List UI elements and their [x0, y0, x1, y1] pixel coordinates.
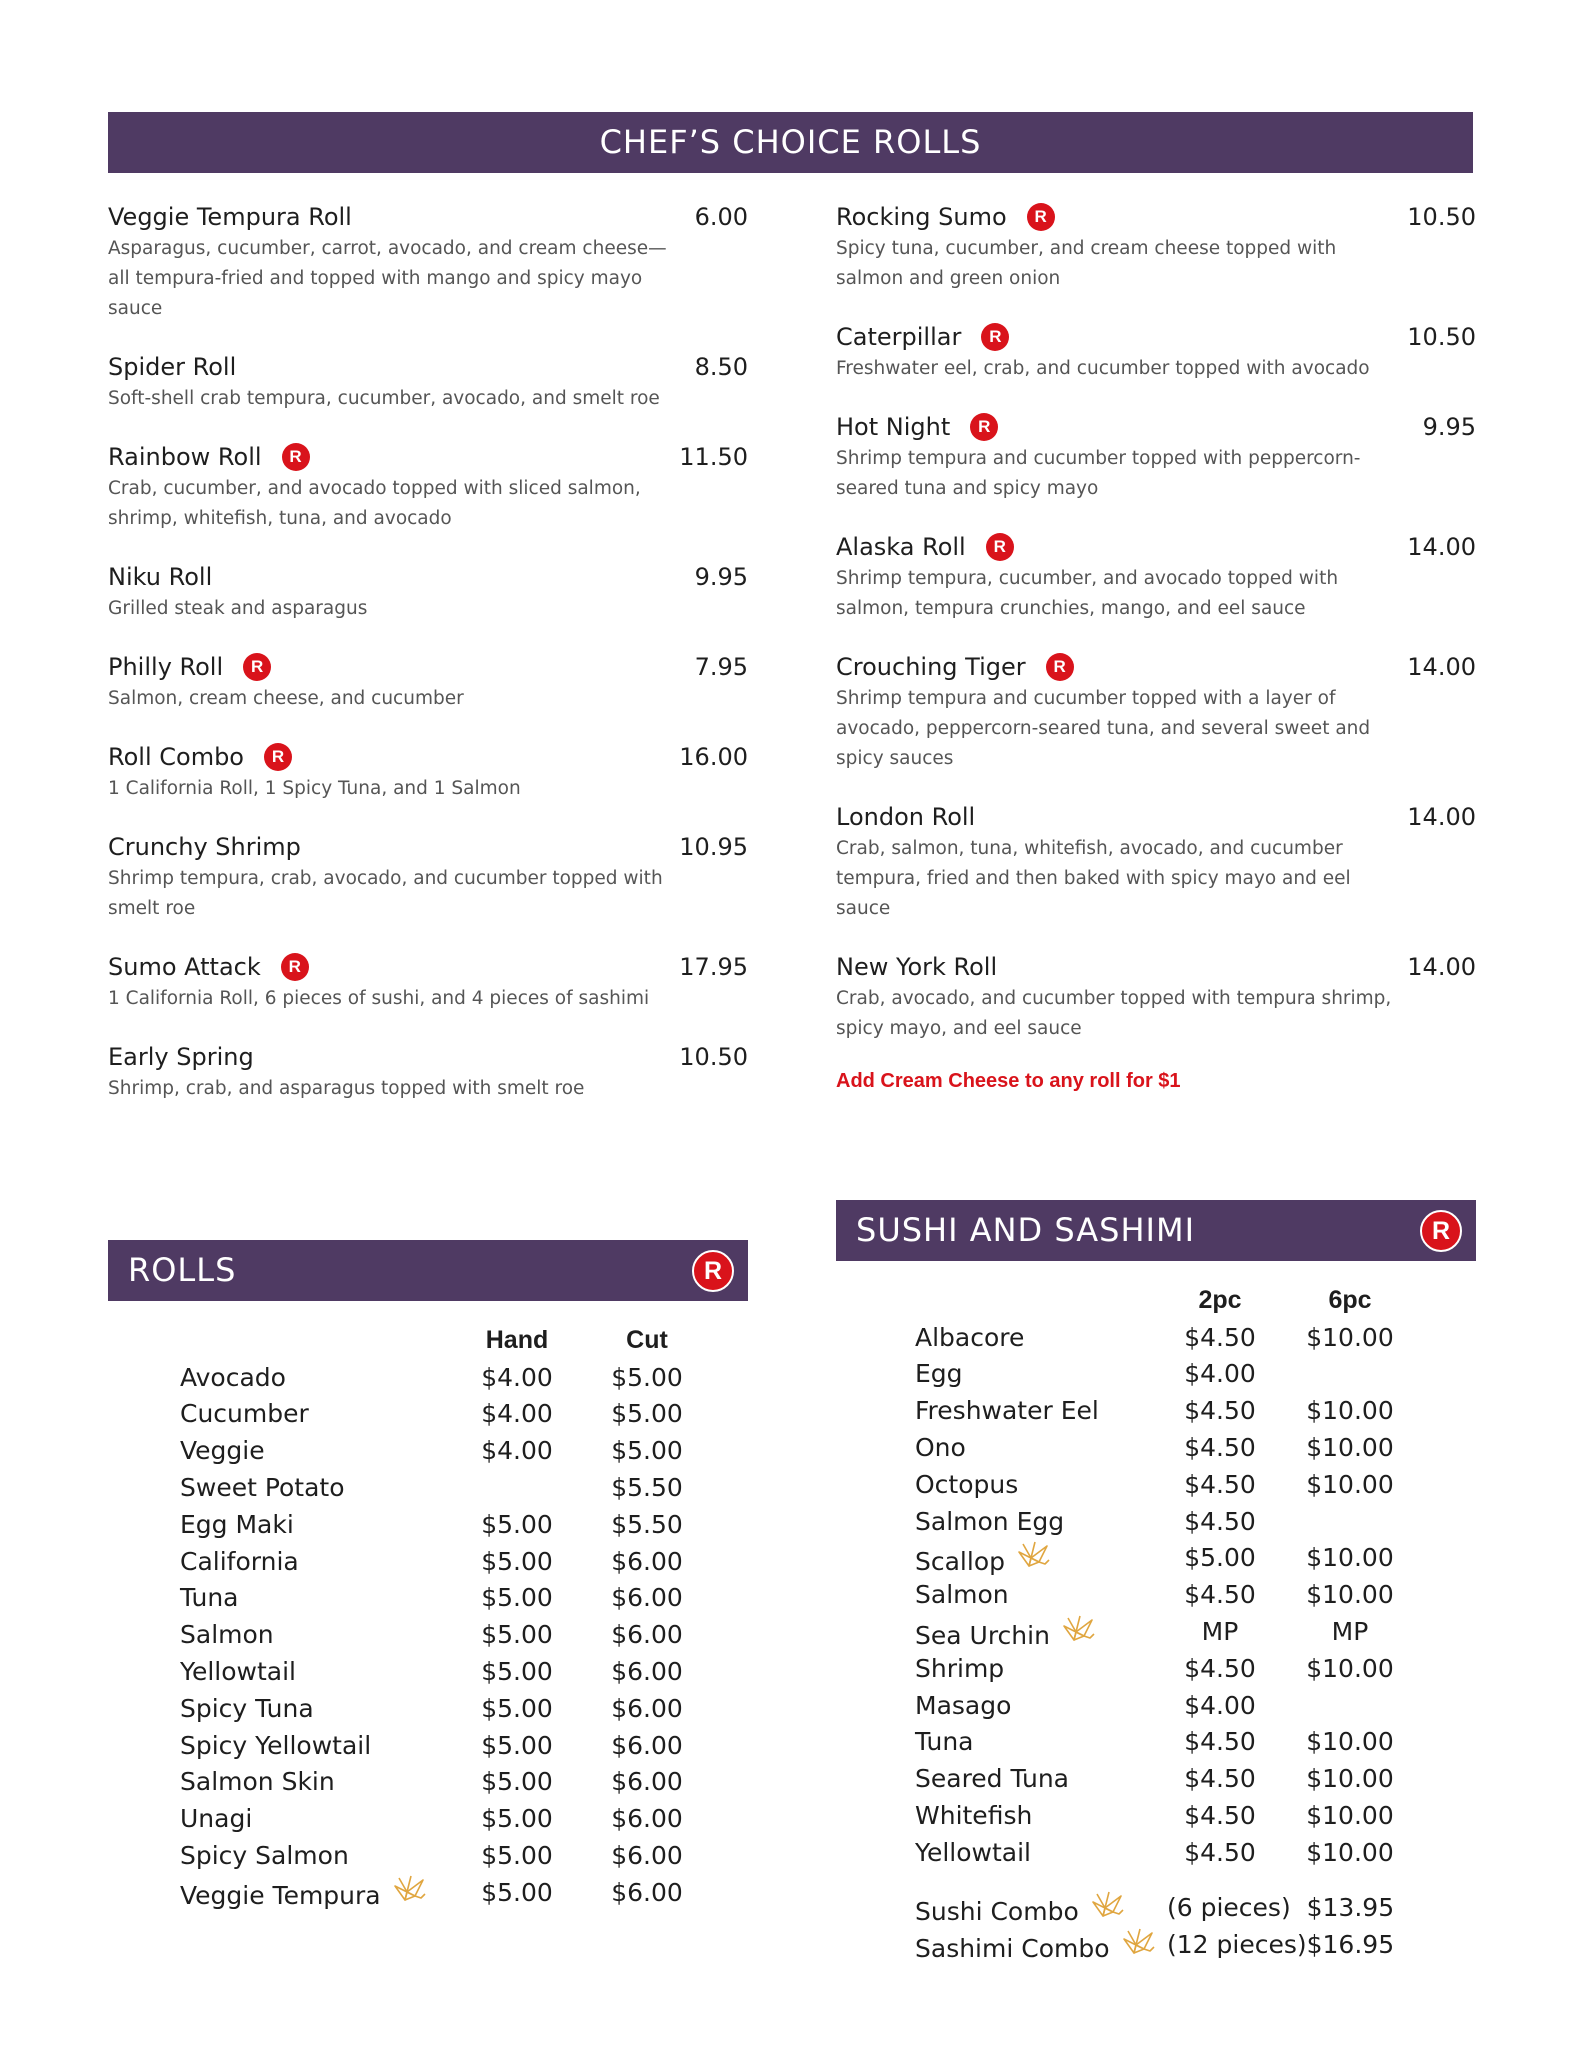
sushi-row-price-two: $4.50: [1184, 1764, 1256, 1794]
rolls-row-name: [180, 1543, 452, 1580]
combo-row: [915, 1926, 1394, 1963]
combo-name-text: Sashimi Combo: [915, 1933, 1110, 1963]
menu-item-header: [108, 350, 748, 384]
rolls-row-name-text: Sweet Potato: [180, 1473, 345, 1503]
rolls-row-price-hand: $4.00: [481, 1362, 553, 1392]
sushi-row-price-two: $4.50: [1184, 1653, 1256, 1683]
origami-crane-icon: [1091, 1890, 1125, 1920]
menu-item-name: [836, 203, 1055, 231]
sushi-row-price-two: $5.00: [1184, 1543, 1256, 1573]
sushi-header-2pc: 2pc: [1198, 1285, 1242, 1314]
rolls-row-price-hand: $5.00: [481, 1620, 553, 1650]
menu-item-name-text: Rocking Sumo: [836, 203, 1007, 231]
rolls-row-name: [180, 1837, 452, 1874]
rolls-row: [180, 1469, 712, 1506]
menu-item-header: [108, 440, 748, 474]
rolls-row-price-cut: $5.50: [611, 1509, 683, 1539]
menu-item-description: 1 California Roll, 6 pieces of sushi, and 4 pieces of sashimi: [108, 988, 650, 1009]
sushi-row: [915, 1576, 1415, 1613]
menu-item-description: Spicy tuna, cucumber, and cream cheese topped with salmon and green onion: [836, 238, 1337, 289]
menu-item-header: [836, 200, 1476, 234]
raw-badge-icon: R: [281, 953, 309, 981]
menu-item-name-text: Early Spring: [108, 1043, 254, 1071]
menu-item: [836, 200, 1476, 294]
rolls-row-name-text: Salmon: [180, 1620, 274, 1650]
rolls-row-price-cut: $5.00: [611, 1399, 683, 1429]
rolls-row-price-cut: $6.00: [611, 1804, 683, 1834]
menu-item-header: [108, 200, 748, 234]
menu-item-name: [108, 833, 301, 861]
sushi-row-name: [915, 1319, 1155, 1356]
rolls-row-name-text: Avocado: [180, 1362, 286, 1392]
raw-badge-icon: R: [282, 443, 310, 471]
menu-item-name: [108, 653, 271, 681]
sushi-row-price-two: $4.50: [1184, 1727, 1256, 1757]
sushi-row-name-text: Shrimp: [915, 1653, 1005, 1683]
menu-item: [836, 530, 1476, 624]
menu-item-name-text: Niku Roll: [108, 563, 213, 591]
raw-badge-icon: R: [264, 743, 292, 771]
rolls-table-header: [180, 1322, 712, 1359]
sushi-row-name: [915, 1834, 1155, 1871]
rolls-row-price-hand: $4.00: [481, 1399, 553, 1429]
sushi-row: [915, 1724, 1415, 1761]
menu-item-header: [108, 830, 748, 864]
rolls-row-price-cut: $6.00: [611, 1583, 683, 1613]
sushi-row-name: [915, 1429, 1155, 1466]
rolls-row-price-hand: $5.00: [481, 1877, 553, 1907]
menu-item-name-text: Spider Roll: [108, 353, 237, 381]
rolls-row: [180, 1432, 712, 1469]
combo-name: [915, 1926, 1167, 1963]
menu-item-description: Shrimp tempura and cucumber topped with peppercorn-seared tuna and spicy mayo: [836, 448, 1361, 499]
menu-item-header: [108, 650, 748, 684]
menu-item-name-text: Alaska Roll: [836, 533, 966, 561]
menu-item-header: [836, 800, 1476, 834]
chef-choice-banner: [108, 112, 1473, 173]
sushi-row-name-text: Freshwater Eel: [915, 1396, 1099, 1426]
menu-item-price: 9.95: [694, 563, 748, 591]
rolls-row-name: [180, 1359, 452, 1396]
menu-item-name-text: New York Roll: [836, 953, 998, 981]
rolls-row-price-cut: $6.00: [611, 1693, 683, 1723]
combo-pieces: (6 pieces): [1167, 1893, 1291, 1922]
rolls-row-price-cut: $5.00: [611, 1362, 683, 1392]
rolls-row: [180, 1506, 712, 1543]
sushi-row: [915, 1834, 1415, 1871]
menu-item-name: [108, 443, 310, 471]
menu-item-header: [108, 740, 748, 774]
rolls-row-name-text: California: [180, 1546, 299, 1576]
menu-item-header: [836, 530, 1476, 564]
rolls-row-name-text: Veggie: [180, 1436, 265, 1466]
rolls-row-name-text: Tuna: [180, 1583, 239, 1613]
menu-item-price: 10.50: [1407, 203, 1476, 231]
menu-item-price: 11.50: [679, 443, 748, 471]
sushi-row-name: [915, 1540, 1155, 1577]
rolls-row-price-cut: $6.00: [611, 1767, 683, 1797]
menu-item-name: [108, 563, 212, 591]
sushi-row-price-two: $4.50: [1184, 1506, 1256, 1536]
sushi-row-name: [915, 1503, 1155, 1540]
rolls-row-name-text: Cucumber: [180, 1399, 309, 1429]
sushi-row: [915, 1797, 1415, 1834]
menu-item-price: 16.00: [679, 743, 748, 771]
rolls-row: [180, 1580, 712, 1617]
rolls-row-price-cut: $6.00: [611, 1730, 683, 1760]
menu-item: [108, 830, 748, 924]
raw-badge-icon: R: [981, 323, 1009, 351]
combo-table: [915, 1889, 1394, 1963]
sushi-row-name-text: Tuna: [915, 1727, 974, 1757]
rolls-row: [180, 1396, 712, 1433]
menu-item-name: [108, 353, 236, 381]
menu-item-price: 14.00: [1407, 533, 1476, 561]
sushi-row-price-six: MP: [1331, 1617, 1369, 1647]
menu-item: [108, 440, 748, 534]
sushi-row-name-text: Whitefish: [915, 1801, 1033, 1831]
menu-item-name-text: Crunchy Shrimp: [108, 833, 301, 861]
sushi-row-name-text: Scallop: [915, 1546, 1005, 1576]
sushi-row-name-text: Egg: [915, 1359, 963, 1389]
menu-item-header: [836, 410, 1476, 444]
rolls-row-price-hand: $5.00: [481, 1693, 553, 1723]
menu-item-name: [836, 413, 998, 441]
sushi-row-price-six: $10.00: [1306, 1837, 1394, 1867]
menu-item-name-text: Philly Roll: [108, 653, 224, 681]
menu-item-name-text: Hot Night: [836, 413, 951, 441]
sushi-table: [915, 1282, 1415, 1871]
menu-item-description: Crab, cucumber, and avocado topped with sliced salmon, shrimp, whitefish, tuna, and avocado: [108, 478, 641, 529]
rolls-row-name: [180, 1764, 452, 1801]
sushi-row-price-two: $4.00: [1184, 1359, 1256, 1389]
menu-item-price: 10.95: [679, 833, 748, 861]
sushi-row-price-two: MP: [1201, 1617, 1239, 1647]
combo-name-text: Sushi Combo: [915, 1896, 1079, 1926]
sushi-row-price-two: $4.50: [1184, 1469, 1256, 1499]
rolls-row-price-hand: $5.00: [481, 1657, 553, 1687]
menu-item-name: [836, 653, 1074, 681]
rolls-row-price-cut: $6.00: [611, 1620, 683, 1650]
menu-item: [836, 800, 1476, 924]
sushi-row-price-six: [1285, 1503, 1415, 1540]
menu-item-price: 10.50: [1407, 323, 1476, 351]
menu-item-price: 10.50: [679, 1043, 748, 1071]
rolls-row-name: [180, 1690, 452, 1727]
rolls-header-cut: Cut: [626, 1325, 668, 1354]
menu-item-price: 8.50: [694, 353, 748, 381]
rolls-row-name-text: Salmon Skin: [180, 1767, 335, 1797]
raw-badge-icon: R: [243, 653, 271, 681]
rolls-row-price-cut: $5.50: [611, 1473, 683, 1503]
sushi-row-price-six: $10.00: [1306, 1727, 1394, 1757]
menu-item-description: Salmon, cream cheese, and cucumber: [108, 688, 464, 709]
menu-item-name: [836, 953, 997, 981]
rolls-row-price-hand: $5.00: [481, 1509, 553, 1539]
sushi-row-price-six: $10.00: [1306, 1764, 1394, 1794]
sushi-row-name-text: Sea Urchin: [915, 1620, 1050, 1650]
rolls-row-name: [180, 1432, 452, 1469]
rolls-row-name: [180, 1506, 452, 1543]
menu-item: [836, 320, 1476, 384]
sushi-header-name: [915, 1282, 1155, 1319]
sushi-row-name: [915, 1724, 1155, 1761]
sushi-row-price-six: $10.00: [1306, 1653, 1394, 1683]
menu-item-price: 14.00: [1407, 803, 1476, 831]
menu-item-price: 14.00: [1407, 953, 1476, 981]
menu-item: [108, 650, 748, 714]
menu-item: [836, 410, 1476, 504]
menu-item-description: Grilled steak and asparagus: [108, 598, 368, 619]
chef-choice-title: CHEF’S CHOICE ROLLS: [599, 123, 982, 161]
sushi-row-price-six: $10.00: [1306, 1580, 1394, 1610]
rolls-row-price-hand: $5.00: [481, 1804, 553, 1834]
menu-item-description: Crab, salmon, tuna, whitefish, avocado, and cucumber tempura, fried and then baked with spicy mayo and eel sauce: [836, 838, 1351, 919]
rolls-row: [180, 1616, 712, 1653]
rolls-row: [180, 1837, 712, 1874]
combo-row: [915, 1889, 1394, 1926]
rolls-row-name-text: Spicy Tuna: [180, 1693, 314, 1723]
menu-item-header: [836, 650, 1476, 684]
sushi-row-name-text: Salmon: [915, 1580, 1009, 1610]
menu-item-name-text: Roll Combo: [108, 743, 244, 771]
menu-item-price: 9.95: [1422, 413, 1476, 441]
rolls-row-name-text: Yellowtail: [180, 1657, 296, 1687]
menu-item-name-text: Sumo Attack: [108, 953, 261, 981]
rolls-row-price-hand: $5.00: [481, 1841, 553, 1871]
sushi-row-price-six: $10.00: [1306, 1543, 1394, 1573]
menu-item-price: 6.00: [694, 203, 748, 231]
sushi-row-name-text: Octopus: [915, 1469, 1019, 1499]
menu-item-name: [836, 323, 1009, 351]
menu-item: [836, 950, 1476, 1044]
rolls-row-price-hand: $4.00: [481, 1436, 553, 1466]
sushi-row-price-two: $4.50: [1184, 1396, 1256, 1426]
rolls-row: [180, 1653, 712, 1690]
rolls-row-name: [180, 1727, 452, 1764]
sushi-row-name: [915, 1466, 1155, 1503]
cream-cheese-note: Add Cream Cheese to any roll for $1: [836, 1070, 1181, 1092]
raw-badge-icon: R: [1046, 653, 1074, 681]
sushi-row-name: [915, 1576, 1155, 1613]
menu-item-description: Crab, avocado, and cucumber topped with tempura shrimp, spicy mayo, and eel sauce: [836, 988, 1392, 1039]
raw-badge-icon: R: [1027, 203, 1055, 231]
sushi-row-price-two: $4.50: [1184, 1433, 1256, 1463]
menu-item-header: [108, 950, 748, 984]
rolls-banner: [108, 1240, 748, 1301]
menu-item-name: [108, 203, 352, 231]
rolls-row-name-text: Spicy Salmon: [180, 1841, 349, 1871]
menu-item-description: Asparagus, cucumber, carrot, avocado, and cream cheese—all tempura-fried and topped with mango and spicy mayo sauce: [108, 238, 667, 319]
sushi-row-name: [915, 1613, 1155, 1650]
sushi-row-name-text: Albacore: [915, 1322, 1025, 1352]
menu-item-header: [836, 320, 1476, 354]
sushi-row-name: [915, 1356, 1155, 1393]
sushi-row-price-six: [1285, 1687, 1415, 1724]
rolls-row-price-cut: $6.00: [611, 1841, 683, 1871]
rolls-row: [180, 1764, 712, 1801]
menu-item-description: Soft-shell crab tempura, cucumber, avocado, and smelt roe: [108, 388, 660, 409]
rolls-row-name: [180, 1616, 452, 1653]
sushi-row-name: [915, 1760, 1155, 1797]
menu-item-description: Shrimp, crab, and asparagus topped with smelt roe: [108, 1078, 585, 1099]
rolls-row-price-hand: $5.00: [481, 1546, 553, 1576]
menu-item-name: [108, 1043, 254, 1071]
sushi-row-price-six: $10.00: [1306, 1433, 1394, 1463]
rolls-row-price-cut: $5.00: [611, 1436, 683, 1466]
rolls-row-name-text: Egg Maki: [180, 1509, 294, 1539]
rolls-header-hand: Hand: [485, 1325, 549, 1354]
sushi-row-price-two: $4.50: [1184, 1837, 1256, 1867]
sushi-row-name-text: Salmon Egg: [915, 1506, 1065, 1536]
combo-price: $13.95: [1306, 1893, 1395, 1922]
raw-badge-icon: R: [1420, 1210, 1462, 1252]
menu-item-description: Shrimp tempura and cucumber topped with a layer of avocado, peppercorn-seared tuna, and several sweet and spicy sauces: [836, 688, 1371, 769]
sushi-row-name-text: Seared Tuna: [915, 1764, 1069, 1794]
sushi-row-name: [915, 1650, 1155, 1687]
combo-pieces: (12 pieces): [1167, 1930, 1307, 1959]
origami-crane-icon: [1017, 1540, 1051, 1570]
menu-item-header: [108, 560, 748, 594]
raw-badge-icon: R: [970, 413, 998, 441]
sushi-row: [915, 1466, 1415, 1503]
rolls-row-price-hand: [452, 1469, 582, 1506]
origami-crane-icon: [1122, 1927, 1156, 1957]
rolls-row-price-hand: $5.00: [481, 1583, 553, 1613]
sushi-row: [915, 1760, 1415, 1797]
menu-item-name-text: Caterpillar: [836, 323, 962, 351]
sushi-row: [915, 1540, 1415, 1577]
sushi-row-name-text: Ono: [915, 1433, 966, 1463]
menu-item-name: [108, 953, 309, 981]
sushi-header-6pc: 6pc: [1328, 1285, 1372, 1314]
chef-choice-left-column: [108, 200, 748, 1130]
menu-item-description: Shrimp tempura, crab, avocado, and cucumber topped with smelt roe: [108, 868, 663, 919]
sushi-row-price-six: $10.00: [1306, 1322, 1394, 1352]
sushi-row: [915, 1356, 1415, 1393]
rolls-row-name: [180, 1469, 452, 1506]
menu-item-price: 14.00: [1407, 653, 1476, 681]
menu-item-price: 17.95: [679, 953, 748, 981]
sushi-row: [915, 1613, 1415, 1650]
menu-item-header: [108, 1040, 748, 1074]
sushi-row-price-six: [1285, 1356, 1415, 1393]
chef-choice-right-column: [836, 200, 1476, 1093]
rolls-table: [180, 1322, 712, 1911]
rolls-row: [180, 1727, 712, 1764]
origami-crane-icon: [1062, 1614, 1096, 1644]
sushi-row-price-two: $4.50: [1184, 1801, 1256, 1831]
rolls-row-price-cut: $6.00: [611, 1657, 683, 1687]
combo-price: $16.95: [1306, 1930, 1395, 1959]
rolls-row-name-text: Veggie Tempura: [180, 1881, 381, 1911]
sushi-row-name: [915, 1797, 1155, 1834]
menu-item-description: 1 California Roll, 1 Spicy Tuna, and 1 Salmon: [108, 778, 521, 799]
rolls-row-price-hand: $5.00: [481, 1767, 553, 1797]
rolls-row-name-text: Spicy Yellowtail: [180, 1730, 372, 1760]
raw-badge-icon: R: [986, 533, 1014, 561]
sushi-row-name-text: Masago: [915, 1690, 1012, 1720]
menu-item-name: [108, 743, 292, 771]
sushi-row: [915, 1650, 1415, 1687]
menu-item: [836, 650, 1476, 774]
menu-item-description: Shrimp tempura, cucumber, and avocado topped with salmon, tempura crunchies, mango, and eel sauce: [836, 568, 1339, 619]
menu-item-header: [836, 950, 1476, 984]
menu-item-name-text: Crouching Tiger: [836, 653, 1026, 681]
rolls-row: [180, 1800, 712, 1837]
menu-item-name-text: London Roll: [836, 803, 976, 831]
menu-item: [108, 200, 748, 324]
rolls-row-name: [180, 1580, 452, 1617]
sushi-row-price-two: $4.50: [1184, 1322, 1256, 1352]
sushi-row: [915, 1687, 1415, 1724]
rolls-row-price-cut: $6.00: [611, 1546, 683, 1576]
rolls-row: [180, 1359, 712, 1396]
sushi-row-price-six: $10.00: [1306, 1396, 1394, 1426]
sushi-row-price-two: $4.00: [1184, 1690, 1256, 1720]
sushi-row-name: [915, 1687, 1155, 1724]
menu-item: [108, 350, 748, 414]
sushi-row: [915, 1503, 1415, 1540]
menu-item-price: 7.95: [694, 653, 748, 681]
rolls-row-price-cut: $6.00: [611, 1877, 683, 1907]
sushi-row: [915, 1392, 1415, 1429]
sushi-title: SUSHI AND SASHIMI: [856, 1211, 1196, 1249]
menu-item-name-text: Rainbow Roll: [108, 443, 262, 471]
origami-crane-icon: [393, 1874, 427, 1904]
menu-item: [108, 950, 748, 1014]
menu-item: [108, 1040, 748, 1104]
rolls-row-name: [180, 1653, 452, 1690]
menu-item-description: Freshwater eel, crab, and cucumber topped with avocado: [836, 358, 1370, 379]
rolls-title: ROLLS: [128, 1251, 237, 1289]
sushi-banner: [836, 1200, 1476, 1261]
sushi-row-price-six: $10.00: [1306, 1469, 1394, 1499]
combo-name: [915, 1889, 1167, 1926]
raw-badge-icon: R: [692, 1250, 734, 1292]
rolls-row-name-text: Unagi: [180, 1804, 253, 1834]
rolls-row: [180, 1543, 712, 1580]
rolls-row: [180, 1874, 712, 1911]
rolls-row-price-hand: $5.00: [481, 1730, 553, 1760]
sushi-row-name-text: Yellowtail: [915, 1837, 1031, 1867]
sushi-row: [915, 1319, 1415, 1356]
rolls-row: [180, 1690, 712, 1727]
rolls-row-name: [180, 1396, 452, 1433]
rolls-row-name: [180, 1800, 452, 1837]
rolls-row-name: [180, 1874, 452, 1911]
sushi-table-header: [915, 1282, 1415, 1319]
menu-item: [108, 560, 748, 624]
sushi-row-name: [915, 1392, 1155, 1429]
menu-item-name: [836, 533, 1014, 561]
menu-item: [108, 740, 748, 804]
sushi-row-price-two: $4.50: [1184, 1580, 1256, 1610]
sushi-row-price-six: $10.00: [1306, 1801, 1394, 1831]
rolls-header-name: [180, 1322, 452, 1359]
menu-item-name-text: Veggie Tempura Roll: [108, 203, 352, 231]
sushi-row: [915, 1429, 1415, 1466]
menu-item-name: [836, 803, 975, 831]
